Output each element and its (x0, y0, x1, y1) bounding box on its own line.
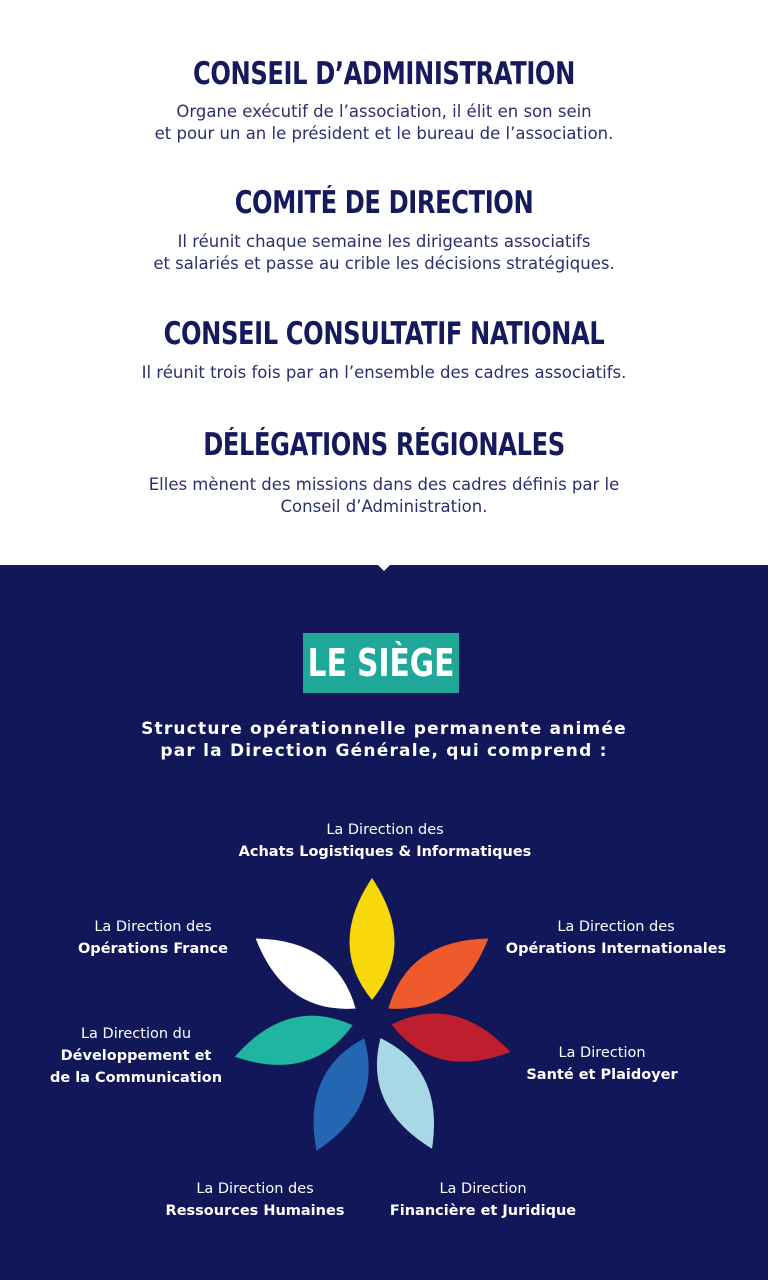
siege-badge (303, 633, 459, 693)
comite-direction-text (0, 231, 768, 275)
direction-operations-internationales (500, 916, 732, 960)
conseil-consultatif-text (0, 362, 768, 384)
intro-line: par la Direction Générale, qui comprend : (160, 741, 608, 761)
text-line: Elles mènent des missions dans des cadres définis par le (148, 475, 620, 494)
petal-operations-internationales (375, 920, 501, 1027)
direction-sante-plaidoyer (514, 1042, 690, 1086)
direction-lead: La Direction des (94, 919, 212, 935)
text-line: Il réunit chaque semaine les dirigeants associatifs (177, 232, 591, 251)
petal-operations-france (243, 920, 369, 1027)
direction-lead: La Direction des (326, 822, 444, 838)
comite-direction-title: COMITÉ DE DIRECTION (234, 185, 534, 221)
conseil-administration-title: CONSEIL D’ADMINISTRATION (193, 56, 575, 92)
text-line: Organe exécutif de l’association, il élit en son sein (176, 102, 592, 121)
petal-achats (350, 878, 395, 1000)
direction-lead: La Direction (558, 1045, 646, 1061)
siege-intro (0, 718, 768, 762)
directions-flower (222, 870, 522, 1170)
conseil-consultatif-title: CONSEIL CONSULTATIF NATIONAL (163, 316, 605, 352)
direction-name: Opérations France (77, 941, 228, 957)
governance-section (0, 0, 768, 565)
intro-line: Structure opérationnelle permanente animée (141, 719, 627, 739)
siege-badge-label: LE SIÈGE (307, 641, 455, 685)
text-line: Il réunit trois fois par an l’ensemble des cadres associatifs. (141, 363, 627, 382)
text-line: Conseil d’Administration. (280, 497, 488, 516)
direction-name: Opérations Internationales (505, 941, 727, 957)
delegations-regionales-text (0, 474, 768, 518)
delegations-regionales-title: DÉLÉGATIONS RÉGIONALES (203, 427, 565, 463)
direction-financiere-juridique (384, 1178, 582, 1222)
direction-name: Développement et (60, 1048, 212, 1064)
direction-name: Financière et Juridique (389, 1203, 577, 1219)
direction-lead: La Direction des (557, 919, 675, 935)
section-pointer (375, 562, 393, 571)
direction-name: Achats Logistiques & Informatiques (238, 844, 532, 860)
direction-name: Ressources Humaines (165, 1203, 345, 1219)
direction-name: de la Communication (49, 1070, 223, 1086)
direction-developpement-communication (36, 1023, 236, 1089)
direction-lead: La Direction des (196, 1181, 314, 1197)
text-line: et salariés et passe au crible les décisions stratégiques. (153, 254, 615, 273)
direction-lead: La Direction du (80, 1026, 192, 1042)
direction-ressources-humaines (158, 1178, 352, 1222)
direction-lead: La Direction (439, 1181, 527, 1197)
direction-achats (220, 819, 550, 863)
direction-name: Santé et Plaidoyer (526, 1067, 678, 1083)
text-line: et pour un an le président et le bureau de l’association. (154, 124, 614, 143)
conseil-administration-text (0, 101, 768, 145)
direction-operations-france (70, 916, 236, 960)
